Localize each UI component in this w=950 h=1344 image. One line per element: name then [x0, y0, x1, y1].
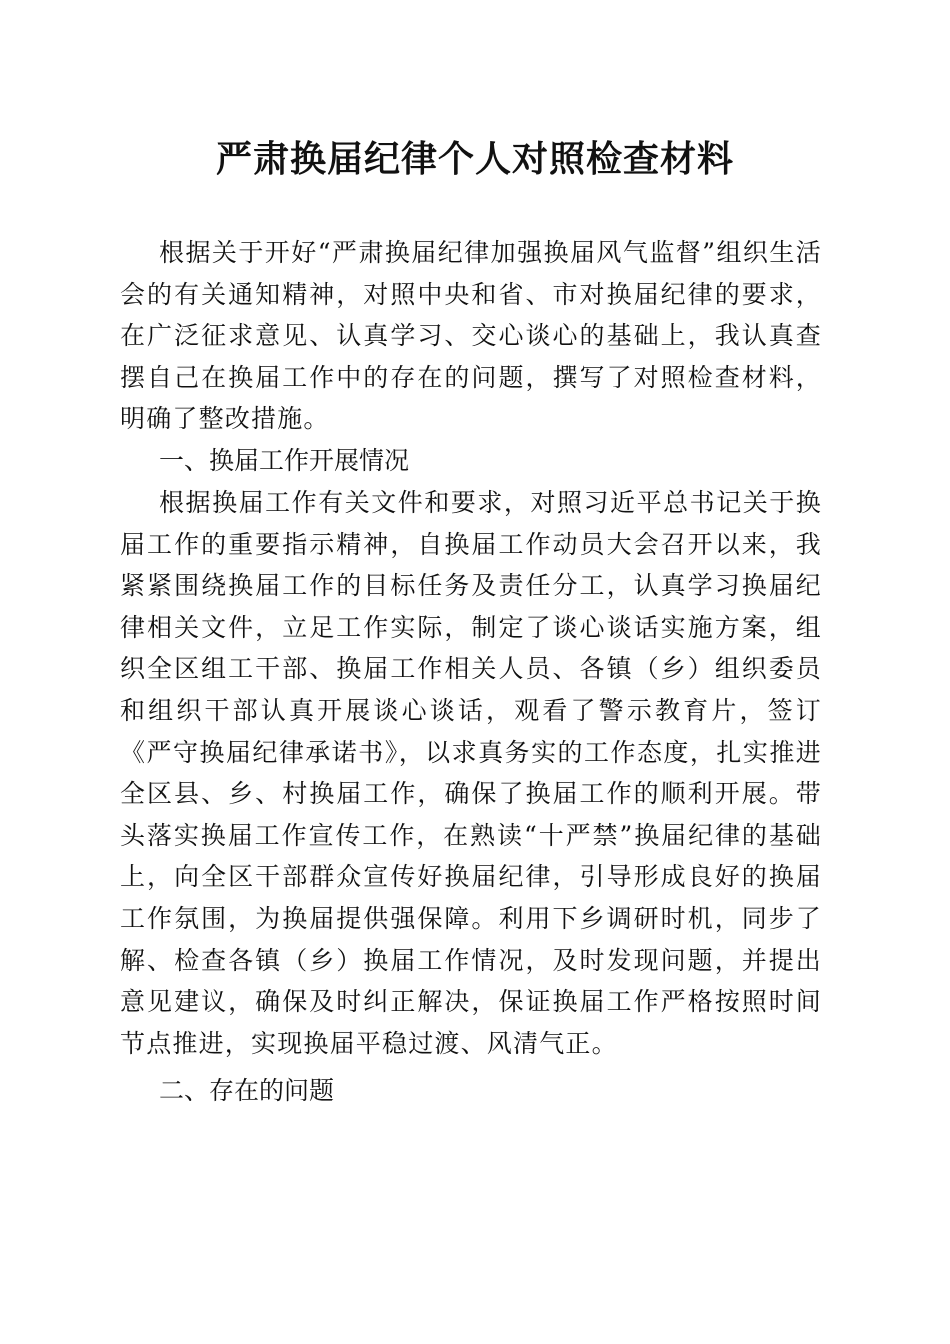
section-heading-1: 一、换届工作开展情况: [159, 445, 410, 475]
document-body: [120, 232, 822, 1112]
document-title: 严肃换届纪律个人对照检查材料: [215, 138, 734, 180]
section-heading-2: 二、存在的问题: [159, 1076, 335, 1106]
intro-paragraph: 根据关于开好“严肃换届纪律加强换届风气监督”组织生活会的有关通知精神，对照中央和省、市对换届纪律的要求，在广泛征求意见、认真学习、交心谈心的基础上，我认真查摆自己在换届工作中的存在的问题，撰写了对照检查材料，明确了整改措施。: [120, 238, 822, 434]
section-1-paragraph: 根据换届工作有关文件和要求，对照习近平总书记关于换届工作的重要指示精神，自换届工作动员大会召开以来，我紧紧围绕换届工作的目标任务及责任分工，认真学习换届纪律相关文件，立足工作实际，制定了谈心谈话实施方案，组织全区组工干部、换届工作相关人员、各镇（乡）组织委员和组织干部认真开展谈心谈话，观看了警示教育片，签订《严守换届纪律承诺书》，以求真务实的工作态度，扎实推进全区县、乡、村换届工作，确保了换届工作的顺利开展。带头落实换届工作宣传工作，在熟读“十严禁”换届纪律的基础上，向全区干部群众宣传好换届纪律，引导形成良好的换届工作氛围，为换届提供强保障。利用下乡调研时机，同步了解、检查各镇（乡）换届工作情况，及时发现问题，并提出意见建议，确保及时纠正解决，保证换届工作严格按照时间节点推进，实现换届平稳过渡、风清气正。: [120, 487, 822, 1058]
